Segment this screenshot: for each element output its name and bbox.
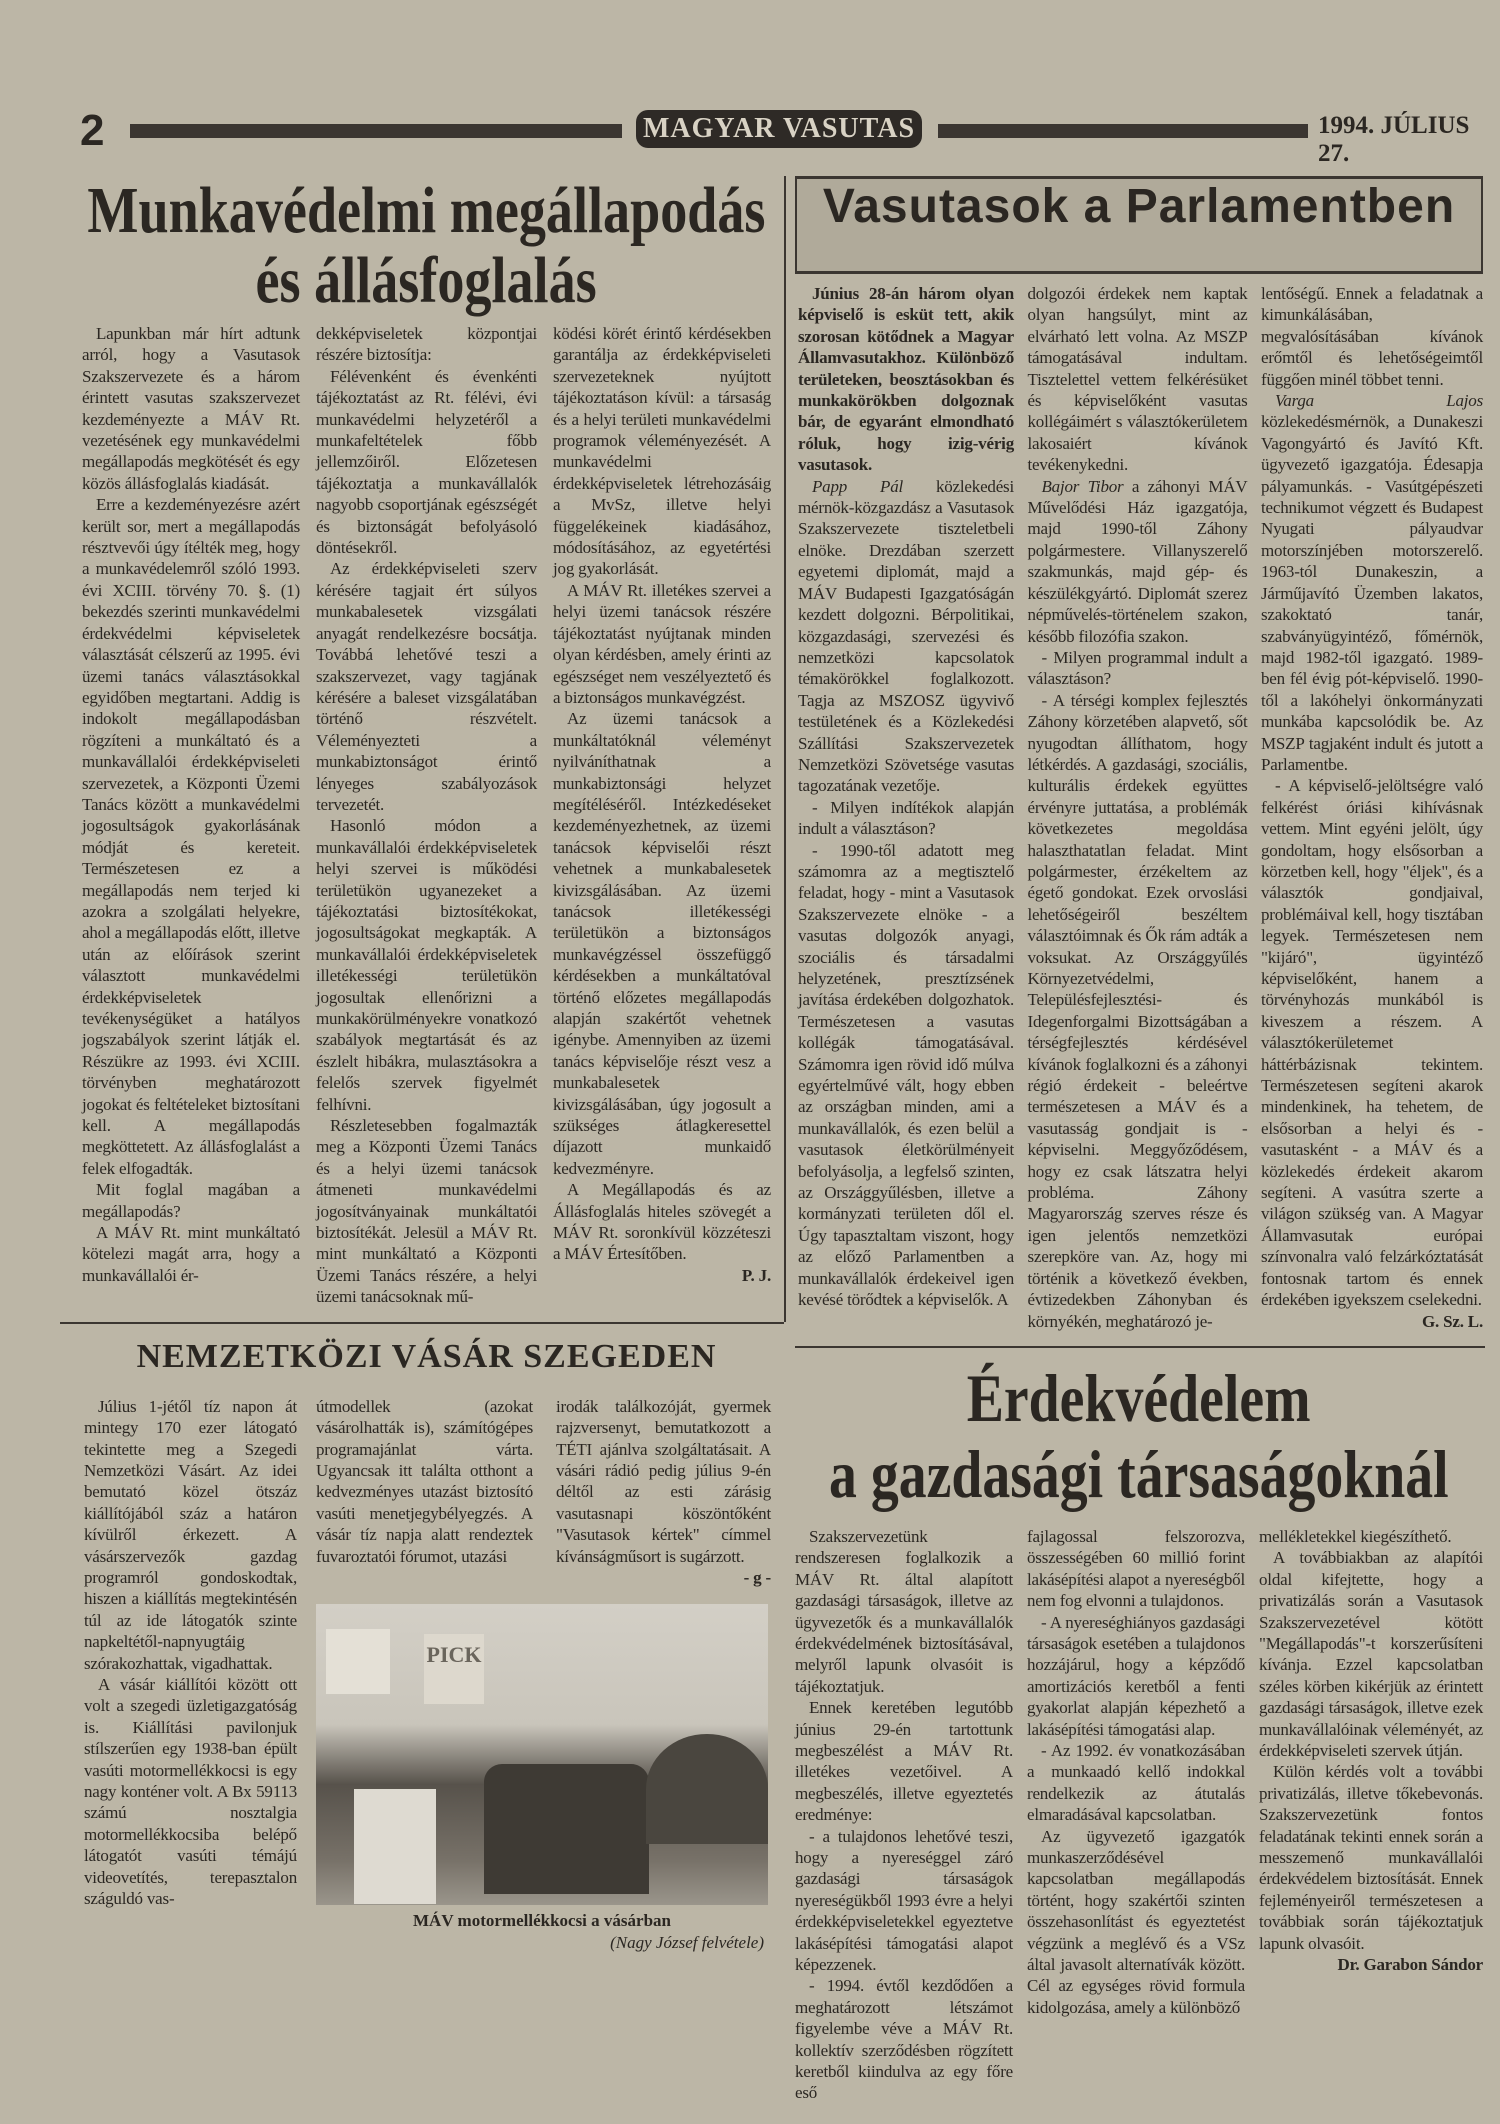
parlament-column-3 — [1261, 283, 1483, 1332]
munkavedelem-column-3 — [553, 323, 771, 1286]
parlament-column-1 — [798, 283, 1014, 1311]
left-region — [82, 176, 771, 1954]
paragraph — [798, 840, 1014, 1311]
paragraph-text: irodák találkozóját, gyermek rajzversenyt, bemutatkozott a TÉTI ajánlva szolgáltatásait. A vásári rádió pedig július 9-én déltől az esti zárásig vasutasnapi köszöntőként "Vasutasok kértek" címmel kívánságműsort is sugárzott. — [556, 1396, 771, 1566]
pick-sign-left — [326, 1629, 390, 1694]
paragraph — [795, 1526, 1013, 1697]
paragraph-text: dekképviseletek központjai részére biztosítja: — [316, 324, 537, 365]
paragraph-text: közlekedésmérnök, a Dunakeszi Vagongyártó és Javító Kft. ügyvezető igazgatója. Édesapja pályamunkás. - Vasútgépészeti technikumot végzett és Budapest Nyugati pályaudvar motorszínjében motorszerelő. 1963-tól Dunakeszin, a Járműjavító Üzemben lakatos, szakoktató tanár, szabványügyintéző, főmérnök, majd 1982-től igazgató. 1989-ben fél évig pót-képviselő. 1990-től a lakóhelyi önkormányzati munkába kapcsolódik be. Az MSZP tagjaként indult és jutott a Parlamentbe. — [1261, 412, 1483, 774]
paragraph-text: - A térségi komplex fejlesztés Záhony körzetében alapvető, sőt nyugodtan állíthatom, hogy létkérdés. A gazdasági, szociális, kulturális érdekek együttes érvényre juttatása, a problémák következetes megoldása halaszthatatlan feladat. Mint polgármester, érzékeltem az égető gondokat. Ezek orvoslási lehetőségeiről beszéltem választóimnak és Ők rám adták a voksukat. Az Országgyűlés Környezetvédelmi, Településfejlesztési- és Idegenforgalmi Bizottságában a térségfejlesztés kérdésével kívánok foglalkozni és a záhonyi régió érdekeit - beleértve természetesen a MÁV és a vasutasság gondjait is - képviselni. Meggyőződésem, hogy ez csak látszatra helyi probléma. Záhony Magyarország szerves része és igen jelentős nemzetközi szerepköre van. Az, hogy mi történik a következő években, évtizedekben Záhonyban és környékén, meghatározó je- — [1027, 690, 1248, 1331]
paragraph — [795, 1826, 1013, 1976]
munkavedelem-column-2 — [316, 323, 537, 1308]
paragraph — [553, 580, 771, 708]
paragraph — [316, 1396, 533, 1567]
person-name: Papp Pál — [812, 476, 904, 496]
paragraph — [553, 323, 771, 580]
paragraph — [316, 366, 537, 559]
info-board — [354, 1789, 436, 1904]
paragraph — [798, 283, 1014, 476]
paragraph — [1259, 1547, 1483, 1761]
issue-date: 1994. JÚLIUS 27. — [1318, 112, 1470, 167]
section-rule-left — [60, 1322, 784, 1324]
title-line-2: a gazdasági társaságoknál — [829, 1435, 1449, 1512]
paragraph-text: fajlagossal felszorozva, összességében 60 millió forint lakásépítési alapot a nyereségből nem fog elvonni a tulajdonos. — [1027, 1526, 1245, 1611]
article-erdekvedelem-title — [795, 1360, 1483, 1512]
paragraph-text: A Megállapodás és az Állásfoglalás hiteles szövegét a MÁV Rt. soronkívül közzéteszi a MÁV Értesítőben. — [553, 1180, 771, 1264]
erdekvedelem-column-1 — [795, 1526, 1013, 2104]
vasar-body — [82, 1396, 771, 1955]
parlament-title-box — [795, 176, 1483, 274]
person-name: Varga Lajos — [1275, 391, 1483, 411]
paragraph — [1027, 1526, 1245, 1612]
paragraph — [1259, 1526, 1483, 1547]
title-line-2: és állásfoglalás — [255, 244, 598, 317]
paragraph — [1028, 476, 1248, 647]
paragraph — [316, 1115, 537, 1308]
paragraph — [795, 1697, 1013, 1825]
paragraph-text: - A nyereséghiányos gazdasági társaságok esetében a tulajdonos hozzájárul, hogy a képződő amortizációs keretből a fenti gyakorlat alapján képezhető a lakásépítési támogatási alap. — [1027, 1612, 1245, 1739]
paragraph — [798, 476, 1014, 797]
paragraph-text: Az üzemi tanácsok a munkáltatóknál véleményt nyilváníthatnak a munkabiztonsági helyzet megítéléséről. Intézkedéseket kezdeményezhetnek, az üzemi tanácsok képviselői részt vehetnek a munkabalesetek kivizsgálásában. Az üzemi tanácsok illetékességi területükön a biztonságos munkavégzéssel összefüggő kérdésekben a munkáltatóval történő előzetes megállapodás alapján szakértőt vehetnek igénybe. Amennyiben az üzemi tanács képviselője részt vesz a munkabalesetek kivizsgálásában, úgy jogosult a szükséges átlagkeresettel díjazott munkaidő kedvezményre. — [553, 709, 771, 1178]
column-divider — [784, 176, 786, 1322]
paragraph — [1028, 283, 1248, 476]
byline — [1259, 1954, 1483, 1975]
paragraph — [1261, 283, 1483, 390]
paragraph-text: Az ügyvezető igazgatók munkaszerződésével kapcsolatban megállapodás történt, hogy szakértői szinten összehasonlítást és egyeztetést végzünk a meglévő és a VSz által javasolt alternatívák között. Cél az egységes rövid formula kidolgozása, amely a különböző — [1027, 1826, 1245, 2017]
paragraph — [316, 558, 537, 815]
paragraph-text: Részletesebben fogalmazták meg a Központi Üzemi Tanács és a helyi üzemi tanácsok átmeneti munkavédelmi jogosítványainak munkáltatói biztosítékát. Jelesül a MÁV Rt. mint munkáltató a Központi Üzemi Tanács részére, a helyi üzemi tanácsoknak mű- — [316, 1116, 537, 1307]
section-rule-right — [795, 1346, 1485, 1348]
paragraph — [82, 1179, 300, 1222]
pick-sign: PICK — [424, 1634, 484, 1704]
paragraph-text: lentőségű. Ennek a feladatnak a kimunkálásában, megvalósításában kívánok erőmtől és lehetőségeimtől függően minél többet tenni. — [1261, 284, 1483, 389]
paragraph — [1261, 775, 1483, 1310]
parlament-column-2 — [1028, 283, 1248, 1332]
right-region — [795, 176, 1483, 2104]
person-name: Bajor Tibor — [1041, 476, 1124, 496]
paragraph — [1028, 647, 1248, 690]
paragraph-text: - A képviselő-jelöltségre való felkérést óriási kihívásnak vettem. Mint egyéni jelölt, úgy gondoltam, hogy elsősorban a körzetben kell, hogy "éljek", és a választók gondjaival, problémáival kell, hogy tisztában legyek. Természetesen nem "kijáró", ügyintéző képviselőként, hanem a törvényhozás munkából is kiveszem a részem. A választókerületemet háttérbázisnak tekintem. Természetesen segíteni akarok mindenkinek, ha tehetem, de elsősorban a helyi és - vasutasként - a MÁV és a közlekedés érdekeit akarom segíteni. A vasútra szerte a világon szükség van. A Magyar Államvasutak európai színvonalra való felzárkóztatását fontosnak tartom és ennek érdekében igyekszem cselekedni. — [1261, 776, 1483, 1310]
paragraph-text: Mit foglal magában a megállapodás? — [82, 1180, 300, 1221]
vasar-right-block — [316, 1396, 771, 1955]
paragraph-text: G. Sz. L. — [1421, 1311, 1483, 1331]
paragraph-text: - g - — [743, 1567, 771, 1587]
paragraph-text: mellékletekkel kiegészíthető. — [1259, 1526, 1452, 1546]
article-munkavedelem-title — [82, 176, 771, 316]
trees — [646, 1734, 768, 1844]
paragraph — [556, 1396, 771, 1567]
paragraph-text: Félévenként és évenkénti tájékoztatást az Rt. félévi, évi munkavédelmi helyzetéről a munkafeltételek főbb jellemzőiről. Előzetesen tájékoztatja a munkavállalók nagyobb csoportjának egészségét és biztonságát befolyásoló döntésekről. — [316, 366, 537, 558]
paragraph-text: A vásár kiállítói között ott volt a szegedi üzletigazgatóság is. Kiállítási pavilonjuk stílszerűen egy 1938-ban épült vasúti motormellékkocsi is egy nagy konténer volt. A Bx 59113 számú nosztalgia motormellékkocsiba belépő látogatót vasúti témájú videovetítés, terepasztalon száguldó vas- — [84, 1674, 297, 1909]
paragraph-text: - 1990-től adatott meg számomra az a megtisztelő feladat, hogy - mint a Vasutasok Szakszervezete elnöke - a vasutas dolgozók anyagi, szociális és társadalmi helyzetének, presztízsének javítása érdekében dolgozhatok. Természetesen a vasutas kollégák támogatásával. Számomra igen rövid idő múlva egyértelművé vált, hogy ebben az országban minden, ami a munkavállalók, és ezen belül a vasutasok életkörülményeit befolyásolja, a legfelső szinten, az Országgyűlésben, illetve a kormányzati területen dől el. Úgy tapasztaltam viszont, hogy az előző Parlamentben a munkavállalók érdekeivel igen kevésé törődtek a képviselők. A — [798, 840, 1014, 1310]
byline — [553, 1265, 771, 1286]
paragraph — [553, 1179, 771, 1265]
paragraph-text: Hasonló módon a munkavállalói érdekképviseletek helyi szervei is működési területükön ugyanezeket a tájékoztatási biztosítékokat, jogosultságokat megkapták. A munkavállalói érdekképviseletek illetékességi területükön jogosultak ellenőrizni a munkakörülményekre vonatkozó szabályok megtartását és az észlelt hibákra, mulasztásokra a felelős szervek figyelmét felhívni. — [316, 816, 537, 1114]
erdekvedelem-column-3 — [1259, 1526, 1483, 1976]
photo-caption: MÁV motormellékkocsi a vásárban — [413, 1911, 671, 1931]
paragraph — [1027, 1740, 1245, 1826]
paragraph-text: Az érdekképviseleti szerv kérésére tagjait ért súlyos munkabalesetek vizsgálati anyagát rendelkezésre bocsátja. Továbbá lehetővé teszi a szakszervezet, vagy tagjának kérésére a baleset vizsgálatában történő részvételt. Véleményezteti a munkabiztonságot érintő lényeges szabályozások tervezetét. — [316, 559, 537, 814]
paragraph-text: Július 1-jétől tíz napon át mintegy 170 ezer látogató tekintette meg a Szegedi Nemzetközi Vásárt. Az idei bemutató közel ötszáz kiállítójából száz a határon kívülről érkezett. A vásárszervezők gazdag programról gondoskodtak, hiszen a kiállítás megtekintésén túl az ide látogatók szinte napkeltétől-napnyugtáig szórakozhattak, vigadhattak. — [84, 1396, 297, 1673]
title-line-1: Munkavédelmi megállapodás — [87, 174, 766, 247]
paragraph-text: Lapunkban már hírt adtunk arról, hogy a Vasutasok Szakszervezete és a három érintett vasutas szakszervezet kezdeményezte a MÁV Rt. vezetésének egy munkavédelmi megállapodás megkötését és egy közös állásfoglalás kiadását. — [82, 324, 300, 493]
byline — [1261, 1311, 1483, 1332]
byline — [556, 1567, 771, 1588]
paragraph — [84, 1396, 297, 1674]
article-parlament-title: Vasutasok a Parlamentben — [822, 180, 1456, 233]
header-rule-left — [130, 124, 622, 138]
paragraph — [82, 323, 300, 494]
paragraph — [1028, 690, 1248, 1332]
paragraph-text: A MÁV Rt. illetékes szervei a helyi üzemi tanácsok részére tájékoztatást nyújtanak minden olyan kérdésben, amely érinti az egészséget nem veszélyeztető és a biztonságos munkavégzést. — [553, 580, 771, 707]
vasar-column-1 — [84, 1396, 297, 1910]
paragraph — [316, 323, 537, 366]
munkavedelem-body — [82, 323, 771, 1308]
paragraph — [316, 815, 537, 1115]
fair-photo — [316, 1604, 768, 1905]
paragraph-text: Külön kérdés volt a további privatizálás, illetve tőkebevonás. Szakszervezetünk fontos feladatának tekinti ennek során a messzemenő munkavállalói érdekvédelem biztosítását. Ennek fejleményeiről természetesen a továbbiak során tájékoztatjuk lapunk olvasóit. — [1259, 1762, 1483, 1953]
vasar-column-3 — [556, 1396, 771, 1589]
munkavedelem-column-1 — [82, 323, 300, 1286]
paragraph — [1261, 390, 1483, 775]
masthead-logo: MAGYAR VASUTAS — [636, 110, 922, 148]
paragraph-text: a záhonyi MÁV Művelődési Ház igazgatója, majd 1990-től Záhony polgármestere. Villanyszerelő szakmunkás, majd gép- és készülékgyártó. Diplomát szerez népművelés-történelem szakon, később filozófia szakon. — [1027, 476, 1248, 646]
paragraph-text: Ennek keretében legutóbb június 29-én tartottunk megbeszélést a MÁV Rt. illetékes vezetőivel. A megbeszélés, illetve egyeztetés eredménye: — [795, 1698, 1013, 1825]
vasar-column-2 — [316, 1396, 533, 1567]
paragraph-text: - a tulajdonos lehetővé teszi, hogy a nyereséggel záró gazdasági társaságok nyereségükből 1993 évre a helyi érdekképviseletekkel egyeztetve lakásépítési támogatási alapot képezzenek. — [795, 1826, 1013, 1975]
paragraph-text: A továbbiakban az alapítói oldal kifejtette, hogy a privatizálás során a Vasutasok Szakszervezetével kötött "Megállapodás"-t korszerűsíteni kívánja. Ezzel kapcsolatban széles körben kikérjük az érintett gazdasági társaságok, illetve ezek munkavállalóinak véleményét, az érdekképviseleti szervek útján. — [1259, 1548, 1483, 1760]
paragraph-text: - Milyen indítékok alapján indult a választáson? — [798, 797, 1014, 839]
paragraph-text: Erre a kezdeményezésre azért került sor, mert a megállapodás résztvevői úgy ítélték meg, hogy a munkavédelemről szóló 1993. évi XCIII. törvény 70. §. (1) bekezdés szerinti munkavédelmi érdekvédelmi képviseletek választását célszerű az 1995. évi üzemi tanács választásokkal egyidőben megtartani. Addig is indokolt megállapodásban rögzíteni a munkáltató és a munkavállalói érdekképviseleti szervezetek, a Központi Üzemi Tanács között a munkavédelmi jogosultságok gyakorlásának módját és kereteit. Természetesen ez a megállapodás nem terjed ki azokra a szolgálati helyekre, ahol a megállapodás előtt, illetve után az előírások szerint választott munkavédelmi érdekképviseletek tevékenységüket a hatályos jogszabályok szerint látják el. Részükre az 1993. évi XCIII. törvényben meghatározott jogokat és feltételeket biztosítani kell. A megállapodás megköttetett. Az állásfoglalást a felek elfogadták. — [82, 495, 300, 1178]
paragraph-text: - 1994. évtől kezdődően a meghatározott létszámot figyelembe véve a MÁV Rt. kollektív szerződésben rögzített keretből kiindulva az egy főre eső — [795, 1976, 1013, 2103]
paragraph — [1027, 1826, 1245, 2019]
paragraph-text: közlekedési mérnök-közgazdász a Vasutasok Szakszervezete tiszteletbeli elnöke. Drezdában szerzett egyetemi diplomát, majd a MÁV Budapesti Igazgatóságán kezdett dolgozni. Bérpolitikai, közgazdasági, szervezési és nemzetközi kapcsolatok témakörökkel foglalkozott. Tagja az MSZOSZ ügyvivő testületének és a Közlekedési Szállítási Szakszervezetek Nemzetközi Szövetsége vasutas tagozatának vezetője. — [798, 476, 1014, 796]
paragraph — [84, 1674, 297, 1909]
title-line-1: Érdekvédelem — [967, 1359, 1311, 1436]
paragraph-text: P. J. — [741, 1265, 771, 1285]
paragraph-text: Június 28-án három olyan képviselő is esküt tett, akik szorosan kötődnek a Magyar Államvasutakhoz. Különböző területeken, beosztásokban és munkakörökben dolgoznak bár, de egyaránt elmondható róluk, hogy izig-vérig vasutasok. — [798, 284, 1014, 475]
railcar — [484, 1764, 649, 1894]
erdekvedelem-body — [795, 1526, 1483, 2104]
parlament-body — [795, 283, 1483, 1332]
paragraph-text: - Az 1992. év vonatkozásában a munkaadó kellő indokkal rendelkezik az átutalás elmaradásával kapcsolatban. — [1027, 1740, 1245, 1825]
vasar-upper-columns — [316, 1396, 771, 1589]
paragraph-text: A MÁV Rt. mint munkáltató kötelezi magát arra, hogy a munkavállalói ér- — [82, 1223, 300, 1285]
paragraph — [795, 1975, 1013, 2103]
header-rule-right — [938, 124, 1308, 138]
paragraph-text: útmodellek (azokat vásárolhatták is), számítógépes programajánlat várta. Ugyancsak itt találta otthont a kedvezményes utazást biztosító vasúti menetjegybélyegzés. A vásár tíz napja alatt rendeztek fuvaroztatói fórumot, utazási — [316, 1396, 533, 1566]
page-number: 2 — [80, 106, 105, 155]
paragraph — [798, 797, 1014, 840]
paragraph — [553, 708, 771, 1179]
paragraph-text: dolgozói érdekek nem kaptak olyan hangsúlyt, mint az elvárható lett volna. Az MSZP támogatásával indultam. Tisztelettel vettem felkérésüket és képviselőként vasutas kollégáimért s választókerületem lakosaiért kívánok tevékenykedni. — [1027, 284, 1248, 475]
paragraph-text: - Milyen programmal indult a választáson? — [1027, 647, 1248, 689]
photo-credit: (Nagy József felvétele) — [610, 1933, 764, 1953]
paragraph — [1027, 1612, 1245, 1740]
article-vasar-title: NEMZETKÖZI VÁSÁR SZEGEDEN — [136, 1337, 717, 1375]
paragraph — [82, 494, 300, 1179]
erdekvedelem-column-2 — [1027, 1526, 1245, 2018]
paragraph-text: ködési körét érintő kérdésekben garantálja az érdekképviseleti szervezeteknek nyújtott tájékoztatáson kívül: a társaság és a helyi területi munkavédelmi programok véleményezését. A munkavédelmi érdekképviseletek létrehozásáig a MvSz, illetve helyi függelékeinek kiadásához, módosításához, az egyetértési jog gyakorlását. — [553, 324, 771, 579]
paragraph — [82, 1222, 300, 1286]
paragraph-text: Szakszervezetünk rendszeresen foglalkozik a MÁV Rt. által alapított gazdasági társaságok, illetve az ügyvezetők és a munkavállalók érdekvédelmének biztosításával, melyről lapunk olvasóit is tájékoztatjuk. — [795, 1526, 1013, 1696]
paragraph-text: Dr. Garabon Sándor — [1337, 1955, 1483, 1975]
paragraph — [1259, 1761, 1483, 1954]
